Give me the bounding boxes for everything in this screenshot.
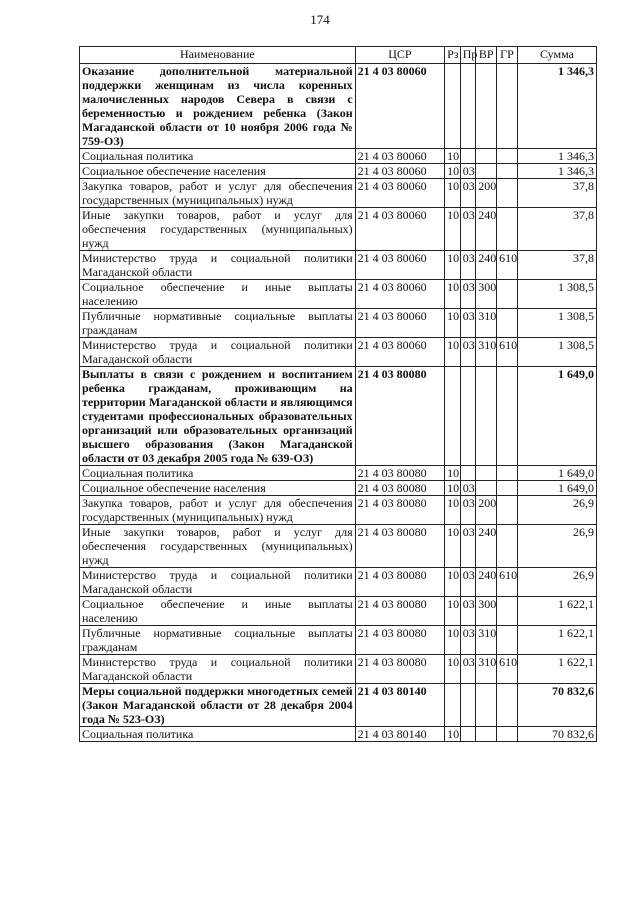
header-name: Наименование xyxy=(80,47,356,64)
cell-pr xyxy=(460,466,476,481)
cell-vr: 310 xyxy=(476,338,497,367)
cell-gr xyxy=(497,496,518,525)
table-row xyxy=(80,280,597,309)
cell-sum: 37,8 xyxy=(517,179,596,208)
cell-gr xyxy=(497,684,518,727)
cell-rz xyxy=(445,64,461,149)
cell-sum: 1 622,1 xyxy=(517,597,596,626)
table-row xyxy=(80,568,597,597)
cell-sum: 1 346,3 xyxy=(517,149,596,164)
cell-csr: 21 4 03 80080 xyxy=(355,568,444,597)
cell-gr xyxy=(497,149,518,164)
cell-vr xyxy=(476,64,497,149)
cell-vr: 200 xyxy=(476,179,497,208)
table-row xyxy=(80,496,597,525)
cell-rz: 10 xyxy=(445,251,461,280)
cell-csr: 21 4 03 80060 xyxy=(355,179,444,208)
cell-rz: 10 xyxy=(445,525,461,568)
cell-vr xyxy=(476,727,497,742)
cell-csr: 21 4 03 80060 xyxy=(355,251,444,280)
cell-pr: 03 xyxy=(460,164,476,179)
cell-csr: 21 4 03 80060 xyxy=(355,208,444,251)
cell-gr: 610 xyxy=(497,251,518,280)
cell-pr: 03 xyxy=(460,626,476,655)
cell-rz: 10 xyxy=(445,626,461,655)
cell-name: Социальная политика xyxy=(80,727,356,742)
table-row xyxy=(80,684,597,727)
cell-vr xyxy=(476,466,497,481)
cell-csr: 21 4 03 80080 xyxy=(355,626,444,655)
cell-rz: 10 xyxy=(445,149,461,164)
table-row xyxy=(80,251,597,280)
cell-pr: 03 xyxy=(460,309,476,338)
cell-csr: 21 4 03 80140 xyxy=(355,727,444,742)
cell-name: Публичные нормативные социальные выплаты гражданам xyxy=(80,626,356,655)
cell-name: Оказание дополнительной материальной поддержки женщинам из числа коренных малочисленных народов Севера в связи с беременностью и рождением ребенка (Закон Магаданской области от 10 ноября 2006 года № 759-ОЗ) xyxy=(80,64,356,149)
cell-sum: 70 832,6 xyxy=(517,684,596,727)
cell-sum: 26,9 xyxy=(517,496,596,525)
cell-pr xyxy=(460,727,476,742)
cell-vr xyxy=(476,481,497,496)
cell-csr: 21 4 03 80080 xyxy=(355,481,444,496)
header-vr: ВР xyxy=(476,47,497,64)
cell-pr: 03 xyxy=(460,338,476,367)
header-rz: Рз xyxy=(445,47,461,64)
cell-pr: 03 xyxy=(460,251,476,280)
table-row xyxy=(80,626,597,655)
cell-rz: 10 xyxy=(445,164,461,179)
table-row xyxy=(80,655,597,684)
cell-pr: 03 xyxy=(460,179,476,208)
table-row xyxy=(80,597,597,626)
cell-name: Министерство труда и социальной политики Магаданской области xyxy=(80,251,356,280)
cell-sum: 37,8 xyxy=(517,251,596,280)
cell-csr: 21 4 03 80060 xyxy=(355,64,444,149)
cell-sum: 1 622,1 xyxy=(517,655,596,684)
cell-vr xyxy=(476,164,497,179)
cell-rz: 10 xyxy=(445,655,461,684)
cell-csr: 21 4 03 80060 xyxy=(355,280,444,309)
cell-name: Иные закупки товаров, работ и услуг для обеспечения государственных (муниципальных) нужд xyxy=(80,208,356,251)
cell-vr: 200 xyxy=(476,496,497,525)
table-row xyxy=(80,367,597,466)
cell-sum: 1 308,5 xyxy=(517,338,596,367)
cell-name: Социальная политика xyxy=(80,149,356,164)
cell-name: Выплаты в связи с рождением и воспитанием ребенка гражданам, проживающим на территории Магаданской области и являющимся студентами профессиональных образовательных организаций или образовательных организаций высшего образования (Закон Магаданской области от 03 декабря 2005 года № 639-ОЗ) xyxy=(80,367,356,466)
cell-rz: 10 xyxy=(445,280,461,309)
table-row xyxy=(80,466,597,481)
cell-csr: 21 4 03 80060 xyxy=(355,338,444,367)
cell-rz: 10 xyxy=(445,568,461,597)
cell-sum: 1 308,5 xyxy=(517,309,596,338)
cell-gr xyxy=(497,727,518,742)
header-csr: ЦСР xyxy=(355,47,444,64)
cell-gr xyxy=(497,164,518,179)
cell-pr: 03 xyxy=(460,568,476,597)
cell-name: Министерство труда и социальной политики Магаданской области xyxy=(80,655,356,684)
cell-rz xyxy=(445,367,461,466)
cell-pr: 03 xyxy=(460,496,476,525)
cell-gr xyxy=(497,64,518,149)
table-row xyxy=(80,309,597,338)
header-row xyxy=(80,47,597,64)
cell-gr xyxy=(497,525,518,568)
cell-name: Министерство труда и социальной политики Магаданской области xyxy=(80,338,356,367)
cell-csr: 21 4 03 80060 xyxy=(355,164,444,179)
table-row xyxy=(80,179,597,208)
cell-gr xyxy=(497,280,518,309)
cell-rz: 10 xyxy=(445,597,461,626)
cell-gr: 610 xyxy=(497,338,518,367)
cell-csr: 21 4 03 80080 xyxy=(355,367,444,466)
cell-sum: 26,9 xyxy=(517,525,596,568)
table-header xyxy=(80,47,597,64)
cell-csr: 21 4 03 80080 xyxy=(355,597,444,626)
header-pr: Пр xyxy=(460,47,476,64)
page-number: 174 xyxy=(310,12,330,27)
cell-rz xyxy=(445,684,461,727)
cell-sum: 1 649,0 xyxy=(517,481,596,496)
cell-name: Министерство труда и социальной политики Магаданской области xyxy=(80,568,356,597)
cell-sum: 1 649,0 xyxy=(517,367,596,466)
cell-pr: 03 xyxy=(460,481,476,496)
cell-name: Закупка товаров, работ и услуг для обеспечения государственных (муниципальных) нужд xyxy=(80,496,356,525)
table-row xyxy=(80,481,597,496)
cell-sum: 1 346,3 xyxy=(517,64,596,149)
cell-vr: 300 xyxy=(476,280,497,309)
table-body xyxy=(80,64,597,742)
cell-rz: 10 xyxy=(445,309,461,338)
cell-rz: 10 xyxy=(445,496,461,525)
cell-csr: 21 4 03 80080 xyxy=(355,525,444,568)
cell-csr: 21 4 03 80080 xyxy=(355,655,444,684)
table-row xyxy=(80,525,597,568)
cell-csr: 21 4 03 80080 xyxy=(355,466,444,481)
cell-name: Социальное обеспечение населения xyxy=(80,481,356,496)
cell-name: Иные закупки товаров, работ и услуг для обеспечения государственных (муниципальных) нужд xyxy=(80,525,356,568)
table-row xyxy=(80,727,597,742)
cell-name: Закупка товаров, работ и услуг для обеспечения государственных (муниципальных) нужд xyxy=(80,179,356,208)
cell-vr: 240 xyxy=(476,525,497,568)
cell-rz: 10 xyxy=(445,466,461,481)
cell-name: Публичные нормативные социальные выплаты гражданам xyxy=(80,309,356,338)
cell-rz: 10 xyxy=(445,179,461,208)
cell-sum: 70 832,6 xyxy=(517,727,596,742)
cell-vr: 300 xyxy=(476,597,497,626)
cell-pr: 03 xyxy=(460,655,476,684)
table-row xyxy=(80,149,597,164)
cell-vr xyxy=(476,684,497,727)
budget-table xyxy=(79,46,597,742)
cell-gr xyxy=(497,367,518,466)
table-row xyxy=(80,64,597,149)
table-row xyxy=(80,338,597,367)
cell-rz: 10 xyxy=(445,338,461,367)
cell-pr: 03 xyxy=(460,525,476,568)
cell-name: Социальное обеспечение населения xyxy=(80,164,356,179)
cell-vr: 310 xyxy=(476,309,497,338)
cell-pr xyxy=(460,64,476,149)
cell-gr xyxy=(497,597,518,626)
cell-gr xyxy=(497,208,518,251)
cell-csr: 21 4 03 80140 xyxy=(355,684,444,727)
cell-pr: 03 xyxy=(460,208,476,251)
cell-name: Социальная политика xyxy=(80,466,356,481)
cell-csr: 21 4 03 80080 xyxy=(355,496,444,525)
cell-gr: 610 xyxy=(497,568,518,597)
cell-vr: 310 xyxy=(476,626,497,655)
cell-gr xyxy=(497,481,518,496)
cell-sum: 37,8 xyxy=(517,208,596,251)
cell-pr: 03 xyxy=(460,280,476,309)
cell-csr: 21 4 03 80060 xyxy=(355,309,444,338)
cell-name: Социальное обеспечение и иные выплаты населению xyxy=(80,597,356,626)
cell-gr: 610 xyxy=(497,655,518,684)
cell-vr: 240 xyxy=(476,568,497,597)
cell-gr xyxy=(497,309,518,338)
cell-sum: 1 308,5 xyxy=(517,280,596,309)
cell-gr xyxy=(497,466,518,481)
cell-sum: 26,9 xyxy=(517,568,596,597)
cell-rz: 10 xyxy=(445,481,461,496)
cell-pr xyxy=(460,684,476,727)
table-row xyxy=(80,208,597,251)
cell-sum: 1 649,0 xyxy=(517,466,596,481)
cell-rz: 10 xyxy=(445,727,461,742)
cell-sum: 1 346,3 xyxy=(517,164,596,179)
cell-pr: 03 xyxy=(460,597,476,626)
header-gr: ГР xyxy=(497,47,518,64)
cell-rz: 10 xyxy=(445,208,461,251)
cell-sum: 1 622,1 xyxy=(517,626,596,655)
cell-pr xyxy=(460,367,476,466)
cell-name: Меры социальной поддержки многодетных семей (Закон Магаданской области от 28 декабря 2004 года № 523-ОЗ) xyxy=(80,684,356,727)
cell-gr xyxy=(497,626,518,655)
cell-vr: 240 xyxy=(476,208,497,251)
cell-name: Социальное обеспечение и иные выплаты населению xyxy=(80,280,356,309)
table-row xyxy=(80,164,597,179)
cell-gr xyxy=(497,179,518,208)
header-sum: Сумма xyxy=(517,47,596,64)
cell-csr: 21 4 03 80060 xyxy=(355,149,444,164)
cell-pr xyxy=(460,149,476,164)
cell-vr xyxy=(476,367,497,466)
cell-vr: 310 xyxy=(476,655,497,684)
cell-vr xyxy=(476,149,497,164)
cell-vr: 240 xyxy=(476,251,497,280)
